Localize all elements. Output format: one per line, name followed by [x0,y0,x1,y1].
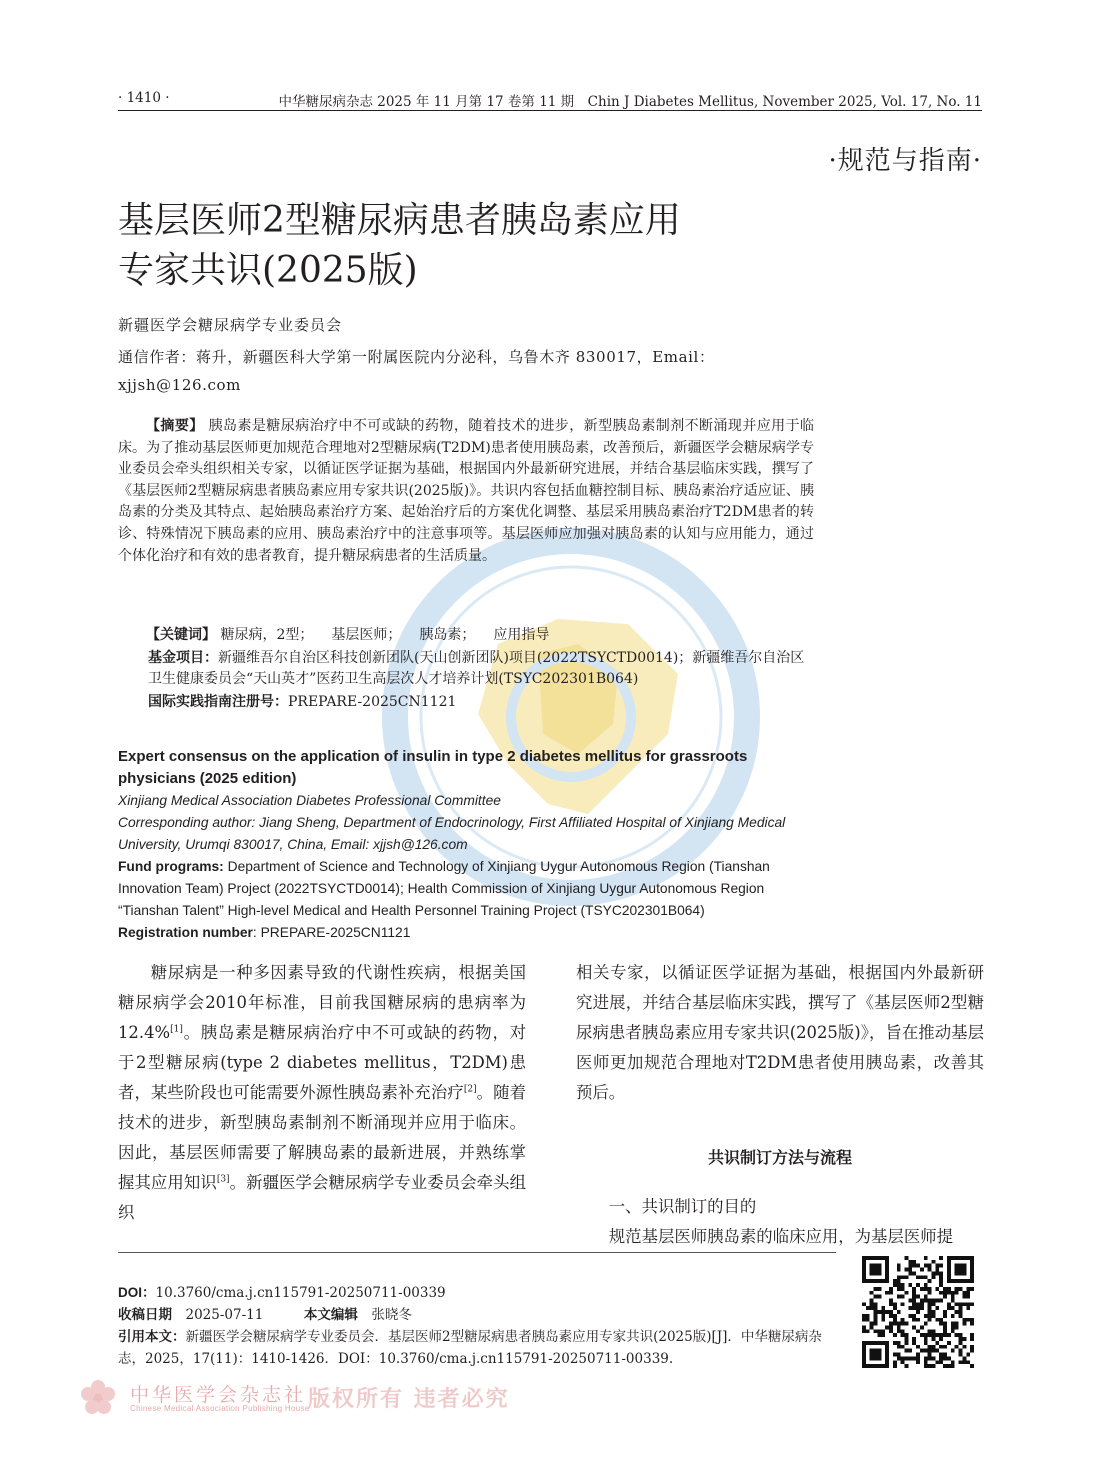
editor-label: 本文编辑 [303,1307,358,1322]
registration-label: 国际实践指南注册号： [148,692,288,709]
intro-text-c: 。随着技术的进步，新型胰岛素制剂不断涌现并应用于临床。因此，基层医师需要了解胰岛素的最新进展，并熟练掌握其应用知识 [118,1083,526,1192]
received-label: 收稿日期 [118,1307,172,1322]
editor-name: 张晓冬 [371,1307,412,1323]
english-title: Expert consensus on the application of insulin in type 2 diabetes mellitus for grassroots physicians (2025 edition) [118,748,748,787]
footer-rule [118,1252,836,1253]
citation-text: 新疆医学会糖尿病学专业委员会．基层医师2型糖尿病患者胰岛素应用专家共识(2025版)[J]．中华糖尿病杂志，2025，17(11)：1410-1426．DOI：10.3760/cma.j.cn115791-20250711-00339. [118,1329,822,1367]
abstract-label: 【摘要】 [146,417,204,433]
publisher-logo [74,1378,510,1418]
article-metadata [118,624,814,713]
article-title [118,196,758,296]
section-heading: 共识制订方法与流程 [707,1150,852,1167]
intro-text-a: 糖尿病是一种多因素导致的代谢性疾病，根据美国糖尿病学会2010年标准，目前我国糖尿病的患病率为12.4% [118,963,526,1042]
section-label: ·规范与指南· [828,146,982,176]
doi-label: DOI： [118,1285,156,1300]
cite-label: 引用本文： [118,1329,186,1344]
article-footer [118,1282,848,1370]
english-organization: Xinjiang Medical Association Diabetes Professional Committee [118,793,501,808]
received-date: 2025-07-11 [185,1307,264,1323]
english-fund-label: Fund programs: [118,859,224,874]
intro-paragraph [118,958,526,1228]
reference-link[interactable]: [3] [216,1174,230,1185]
english-abstract [118,746,814,944]
english-registration-label: Registration number [118,925,253,940]
fund-label: 基金项目： [148,648,218,665]
qr-code[interactable] [862,1256,974,1368]
author-organization: 新疆医学会糖尿病学专业委员会 [118,316,343,334]
running-header [118,88,982,110]
english-registration-text: : PREPARE-2025CN1121 [252,925,411,940]
subsection-heading: 一、共识制订的目的 [608,1197,757,1216]
reference-link[interactable]: [2] [463,1084,477,1095]
chinese-abstract [118,415,814,567]
registration-text: PREPARE-2025CN1121 [288,693,457,710]
keyword: 糖尿病，2型； [220,627,314,643]
title-line-1: 基层医师2型糖尿病患者胰岛素应用 [118,200,681,241]
corresponding-author: 通信作者：蒋升，新疆医科大学第一附属医院内分泌科，乌鲁木齐 830017，Email：xjjsh@126.com [118,348,715,394]
english-corresponding-author: Corresponding author: Jiang Sheng, Department of Endocrinology, First Affiliated Hospital of Xinjiang Medical University, Urumqi 830017, China, Email: xjjsh@126.com [118,815,786,852]
reference-link[interactable]: [1] [170,1024,183,1035]
header-rule [118,110,982,111]
journal-citation-line: 中华糖尿病杂志 2025 年 11 月第 17 卷第 11 期 Chin J Diabetes Mellitus, November 2025, Vol. 17, No. 11 [278,94,982,110]
page-number: · 1410 · [118,90,170,106]
keyword: 应用指导 [493,627,550,643]
subsection-text: 规范基层医师胰岛素的临床应用，为基层医师提 [608,1227,953,1246]
english-fund-text: Department of Science and Technology of Xinjiang Uygur Autonomous Region (Tianshan Innovation Team) Project (2022TSYCTD0014); Health Commission of Xinjiang Uygur Autonomous Region “Tianshan Talent” High-level Medical and Health Personnel Training Project (TSYC202301B064) [118,859,770,918]
title-line-2: 专家共识(2025版) [118,250,418,291]
intro-text-b: 。胰岛素是糖尿病治疗中不可或缺的药物，对于2型糖尿病(type 2 diabetes mellitus，T2DM)患者，某些阶段也可能需要外源性胰岛素补充治疗 [118,1023,526,1102]
copyright-notice: 版权所有 违者必究 [308,1387,510,1412]
keywords-label: 【关键词】 [146,626,216,642]
fund-text: 新疆维吾尔自治区科技创新团队(天山创新团队)项目(2022TSYCTD0014)；新疆维吾尔自治区卫生健康委员会“天山英才”医药卫生高层次人才培养计划(TSYC202301B064) [148,649,805,688]
keyword: 基层医师； [331,627,402,643]
publisher-subtitle: Chinese Medical Association Publishing House [130,1404,310,1413]
flower-logo-icon [74,1378,122,1418]
body-column-left [118,958,526,1228]
body-column-right [576,958,984,1252]
intro-text-d: 。新疆医学会糖尿病学专业委员会牵头组织 [118,1173,526,1222]
doi-link[interactable]: 10.3760/cma.j.cn115791-20250711-00339 [155,1285,446,1301]
abstract-text: 胰岛素是糖尿病治疗中不可或缺的药物，随着技术的进步，新型胰岛素制剂不断涌现并应用于临床。为了推动基层医师更加规范合理地对2型糖尿病(T2DM)患者使用胰岛素，改善预后，新疆医学会糖尿病学专业委员会牵头组织相关专家，以循证医学证据为基础，根据国内外最新研究进展，并结合基层临床实践，撰写了《基层医师2型糖尿病患者胰岛素应用专家共识(2025版)》。共识内容包括血糖控制目标、胰岛素治疗适应证、胰岛素的分类及其特点、起始胰岛素治疗方案、起始治疗后的方案优化调整、基层采用胰岛素治疗T2DM患者的转诊、特殊情况下胰岛素的应用、胰岛素治疗中的注意事项等。基层医师应加强对胰岛素的认知与应用能力，通过个体化治疗和有效的患者教育，提升糖尿病患者的生活质量。 [118,418,815,564]
keyword: 胰岛素； [419,627,476,643]
publisher-name: 中华医学会杂志社 [130,1384,307,1406]
intro-paragraph-continued: 相关专家，以循证医学证据为基础，根据国内外最新研究进展，并结合基层临床实践，撰写了《基层医师2型糖尿病患者胰岛素应用专家共识(2025版)》，旨在推动基层医师更加规范合理地对T2DM患者使用胰岛素，改善其预后。 [576,963,984,1102]
